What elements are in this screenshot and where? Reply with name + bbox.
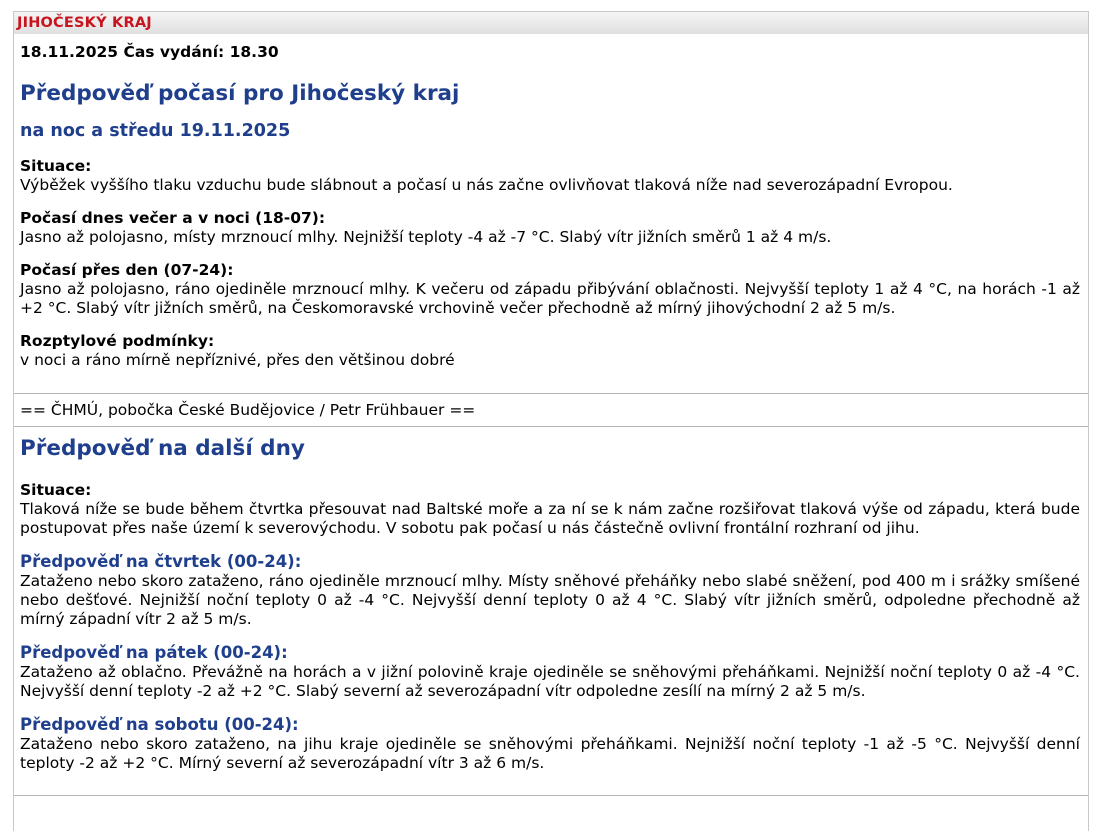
forecast-panel [13,11,1089,831]
thursday-text: Zataženo nebo skoro zataženo, ráno ojediněle mrznoucí mlhy. Místy sněhové přeháňky nebo slabé sněžení, pod 400 m i srážky smíšené nebo dešťové. Nejnižší noční teploty 0 až -4 °C. Nejvyšší denní teploty 0 až 4 °C. Slabý vítr jižních směrů, odpoledne přechodně až mírný západní vítr 2 až 5 m/s. [20,572,1080,628]
friday-section [20,643,1080,701]
situation-text: Výběžek vyššího tlaku vzduchu bude slábnout a počasí u nás začne ovlivňovat tlaková níže nad severozápadní Evropou. [20,176,953,194]
author-signature: == ČHMÚ, pobočka České Budějovice / Petr Frühbauer == [20,401,476,419]
forecast-content [14,42,1088,796]
dispersion-section [20,332,1080,370]
region-title: JIHOČESKÝ KRAJ [14,12,1088,34]
forecast-subtitle: na noc a středu 19.11.2025 [20,121,291,141]
friday-text: Zataženo až oblačno. Převážně na horách a v jižní polovině kraje ojediněle se sněhovými přeháňkami. Nejnižší noční teploty 0 až -4 °C. Nejvyšší denní teploty -2 až +2 °C. Slabý severní až severozápadní vítr odpoledne zesílí na mírný 2 až 5 m/s. [20,663,1080,700]
tonight-section [20,209,1080,247]
issue-datetime: 18.11.2025 Čas vydání: 18.30 [20,43,279,61]
saturday-text: Zataženo nebo skoro zataženo, na jihu kraje ojediněle se sněhovými přeháňkami. Nejnižší noční teploty -1 až -5 °C. Nejvyšší denní teploty -2 až +2 °C. Mírný severní až severozápadní vítr 3 až 6 m/s. [20,735,1080,772]
divider [14,426,1088,427]
daytime-text: Jasno až polojasno, ráno ojediněle mrznoucí mlhy. K večeru od západu přibývání oblačnosti. Nejvyšší teploty 1 až 4 °C, na horách -1 až +2 °C. Slabý vítr jižních směrů, na Českomoravské vrchovině večer přechodně až mírný jihovýchodní 2 až 5 m/s. [20,280,1080,317]
tonight-heading: Počasí dnes večer a v noci (18-07): [20,209,326,227]
next-days-situation-section [20,481,1080,538]
next-days-title: Předpověď na další dny [20,436,305,461]
daytime-heading: Počasí přes den (07-24): [20,261,234,279]
friday-heading: Předpověď na pátek (00-24): [20,643,288,662]
dispersion-heading: Rozptylové podmínky: [20,332,215,350]
saturday-section [20,715,1080,773]
thursday-heading: Předpověď na čtvrtek (00-24): [20,552,302,571]
saturday-heading: Předpověď na sobotu (00-24): [20,715,299,734]
tonight-text: Jasno až polojasno, místy mrznoucí mlhy. Nejnižší teploty -4 až -7 °C. Slabý vítr jižních směrů 1 až 4 m/s. [20,228,832,246]
dispersion-text: v noci a ráno mírně nepříznivé, přes den většinou dobré [20,351,455,369]
daytime-section [20,261,1080,318]
divider [14,795,1088,796]
thursday-section [20,552,1080,629]
next-days-situation-heading: Situace: [20,481,92,499]
forecast-title: Předpověď počasí pro Jihočeský kraj [20,81,460,106]
situation-heading: Situace: [20,157,92,175]
next-days-situation-text: Tlaková níže se bude během čtvrtka přesouvat nad Baltské moře a za ní se k nám začne rozšiřovat tlaková výše od západu, která bude postupovat přes naše území k severovýchodu. V sobotu pak počasí u nás částečně ovlivní frontální rozhraní od jihu. [20,500,1080,537]
situation-section [20,157,1080,195]
